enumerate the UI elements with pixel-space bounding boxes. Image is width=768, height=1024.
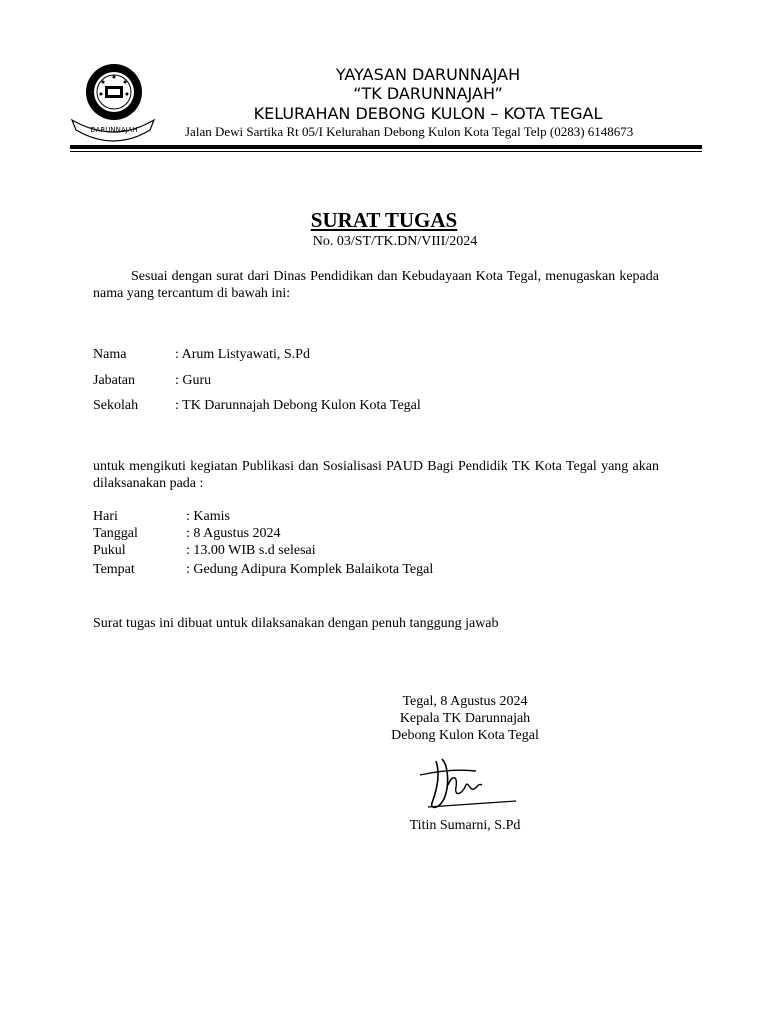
intro-paragraph: Sesuai dengan surat dari Dinas Pendidikan dan Kebudayaan Kota Tegal, menugaskan kepada nama yang tercantum di bawah ini: (93, 269, 659, 301)
signature-place-date: Tegal, 8 Agustus 2024 (402, 694, 528, 709)
person-value-school: : TK Darunnajah Debong Kulon Kota Tegal (175, 398, 421, 413)
signature-block (360, 693, 570, 744)
header-divider-thin (70, 151, 702, 152)
signature-position-line2: Debong Kulon Kota Tegal (391, 728, 539, 743)
person-label-name: Nama (93, 347, 127, 362)
event-value-date: : 8 Agustus 2024 (186, 526, 281, 541)
person-label-position: Jabatan (93, 373, 135, 388)
district-name: KELURAHAN DEBONG KULON – KOTA TEGAL (253, 104, 603, 123)
foundation-name: YAYASAN DARUNNAJAH (335, 65, 521, 84)
header-divider-thick (70, 145, 702, 149)
closing-paragraph: Surat tugas ini dibuat untuk dilaksanakan dengan penuh tanggung jawab (93, 616, 499, 631)
event-value-place: : Gedung Adipura Komplek Balaikota Tegal (186, 562, 434, 577)
signature-position-line1: Kepala TK Darunnajah (399, 711, 531, 726)
event-label-time: Pukul (93, 543, 126, 558)
handwritten-signature (418, 755, 528, 815)
school-name: “TK DARUNNAJAH” (353, 84, 503, 103)
event-label-day: Hari (93, 509, 118, 524)
letter-title: SURAT TUGAS (310, 208, 458, 232)
event-label-place: Tempat (93, 562, 135, 577)
event-value-day: : Kamis (186, 509, 230, 524)
school-address: Jalan Dewi Sartika Rt 05/I Kelurahan Debong Kulon Kota Tegal Telp (0283) 6148673 (185, 124, 634, 139)
logo-banner-text: DARUNNAJAH (90, 126, 138, 134)
purpose-paragraph: untuk mengikuti kegiatan Publikasi dan Sosialisasi PAUD Bagi Pendidik TK Kota Tegal yang akan dilaksanakan pada : (93, 459, 659, 491)
person-value-position: : Guru (175, 373, 212, 388)
person-value-name: : Arum Listyawati, S.Pd (175, 347, 310, 362)
event-value-time: : 13.00 WIB s.d selesai (186, 543, 316, 558)
event-label-date: Tanggal (93, 526, 138, 541)
signer-name: Titin Sumarni, S.Pd (409, 818, 521, 833)
letter-number: No. 03/ST/TK.DN/VIII/2024 (312, 234, 478, 249)
person-label-school: Sekolah (93, 398, 139, 413)
